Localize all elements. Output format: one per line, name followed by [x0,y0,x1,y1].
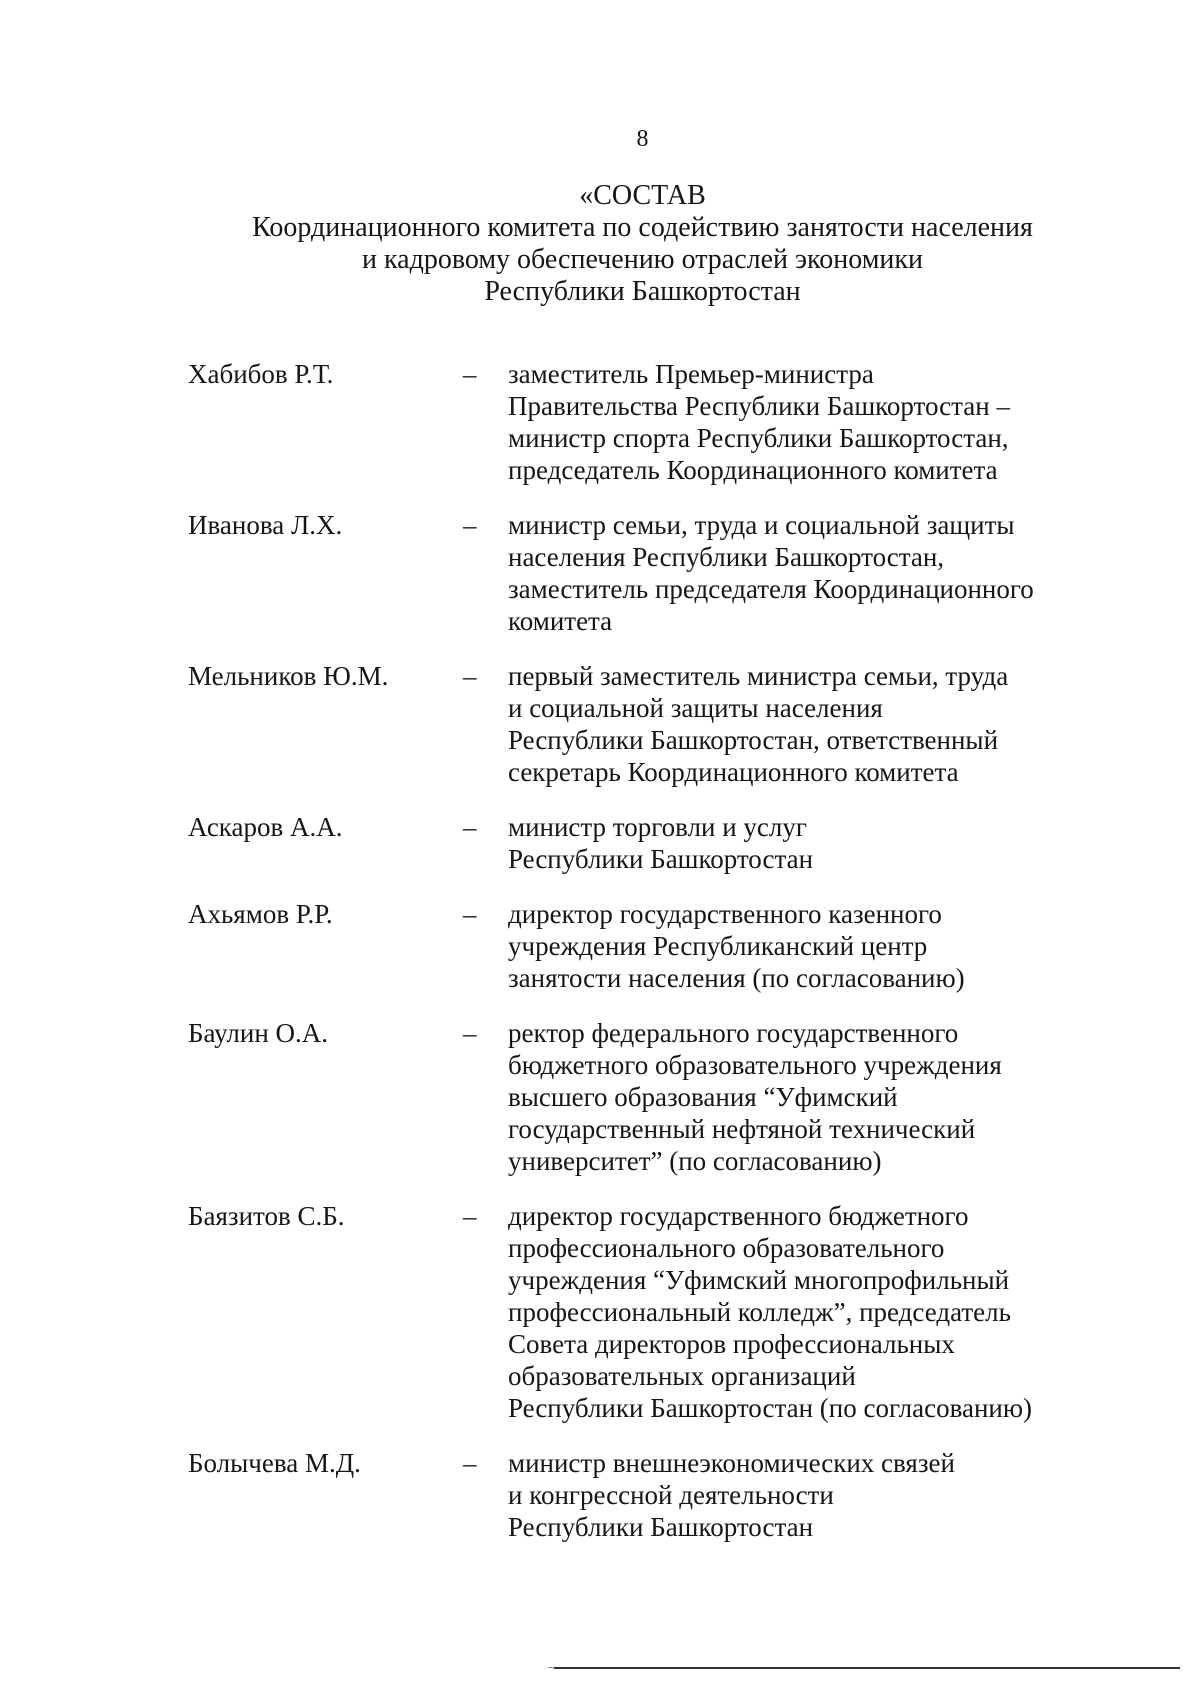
member-dash: – [463,812,477,842]
member-role [508,1447,1128,1543]
bottom-rule-divider [554,1667,1180,1669]
member-role [508,1017,1128,1177]
title-line: Координационного комитета по содействию занятости населения [252,212,1033,243]
role-line: и конгрессной деятельности [508,1480,834,1510]
document-title [0,180,1200,308]
title-line: «СОСТАВ [579,180,706,211]
role-line: профессиональный колледж”, председатель [508,1297,1011,1327]
role-line: Республики Башкортостан [508,844,814,874]
role-line: бюджетного образовательного учреждения [508,1050,1002,1080]
role-line: заместитель Премьер-министра [508,359,874,389]
role-line: учреждения Республиканский центр [508,931,928,961]
member-dash: – [463,661,477,691]
role-line: министр внешнеэкономических связей [508,1448,955,1478]
role-line: председатель Координационного комитета [508,455,998,485]
role-line: заместитель председателя Координационного [508,574,1034,604]
role-line: Республики Башкортостан [508,1512,814,1542]
role-line: занятости населения (по согласованию) [508,963,965,993]
role-line: директор государственного бюджетного [508,1201,969,1231]
member-entry [188,509,1128,637]
role-line: государственный нефтяной технический [508,1114,976,1144]
member-role [508,1200,1128,1424]
title-line: и кадровому обеспечению отраслей экономики [362,244,923,275]
title-line: Республики Башкортостан [484,276,801,307]
member-name: Болычева М.Д. [188,1448,361,1478]
role-line: образовательных организаций [508,1361,856,1391]
role-line: учреждения “Уфимский многопрофильный [508,1265,1010,1295]
member-role [508,898,1128,994]
members-list [188,358,1128,1566]
role-line: министр торговли и услуг [508,812,807,842]
member-name: Иванова Л.Х. [188,510,343,540]
member-dash: – [463,899,477,929]
role-line: и социальной защиты населения [508,693,883,723]
member-entry [188,1017,1128,1177]
role-line: профессионального образовательного [508,1233,945,1263]
role-line: комитета [508,606,613,636]
role-line: первый заместитель министра семьи, труда [508,661,1009,691]
member-entry [188,811,1128,875]
member-dash: – [463,1448,477,1478]
role-line: министр спорта Республики Башкортостан, [508,423,1009,453]
member-role [508,358,1128,486]
role-line: высшего образования “Уфимский [508,1082,898,1112]
member-name: Баулин О.А. [188,1018,329,1048]
member-name: Ахьямов Р.Р. [188,899,333,929]
role-line: населения Республики Башкортостан, [508,542,945,572]
member-entry [188,660,1128,788]
page-number: 8 [636,126,649,152]
role-line: Республики Башкортостан, ответственный [508,725,999,755]
member-name: Аскаров А.А. [188,812,343,842]
member-role [508,509,1128,637]
member-role [508,660,1128,788]
role-line: университет” (по согласованию) [508,1146,882,1176]
member-name: Мельников Ю.М. [188,661,389,691]
member-entry [188,1200,1128,1424]
member-entry [188,1447,1128,1543]
member-entry [188,358,1128,486]
member-role [508,811,1128,875]
member-name: Баязитов С.Б. [188,1201,345,1231]
role-line: секретарь Координационного комитета [508,757,959,787]
member-dash: – [463,510,477,540]
member-dash: – [463,1201,477,1231]
role-line: директор государственного казенного [508,899,942,929]
role-line: Правительства Республики Башкортостан – [508,391,1010,421]
member-dash: – [463,1018,477,1048]
role-line: Республики Башкортостан (по согласованию) [508,1393,1033,1423]
role-line: министр семьи, труда и социальной защиты [508,510,1015,540]
member-name: Хабибов Р.Т. [188,359,334,389]
role-line: Совета директоров профессиональных [508,1329,955,1359]
role-line: ректор федерального государственного [508,1018,959,1048]
member-dash: – [463,359,477,389]
member-entry [188,898,1128,994]
